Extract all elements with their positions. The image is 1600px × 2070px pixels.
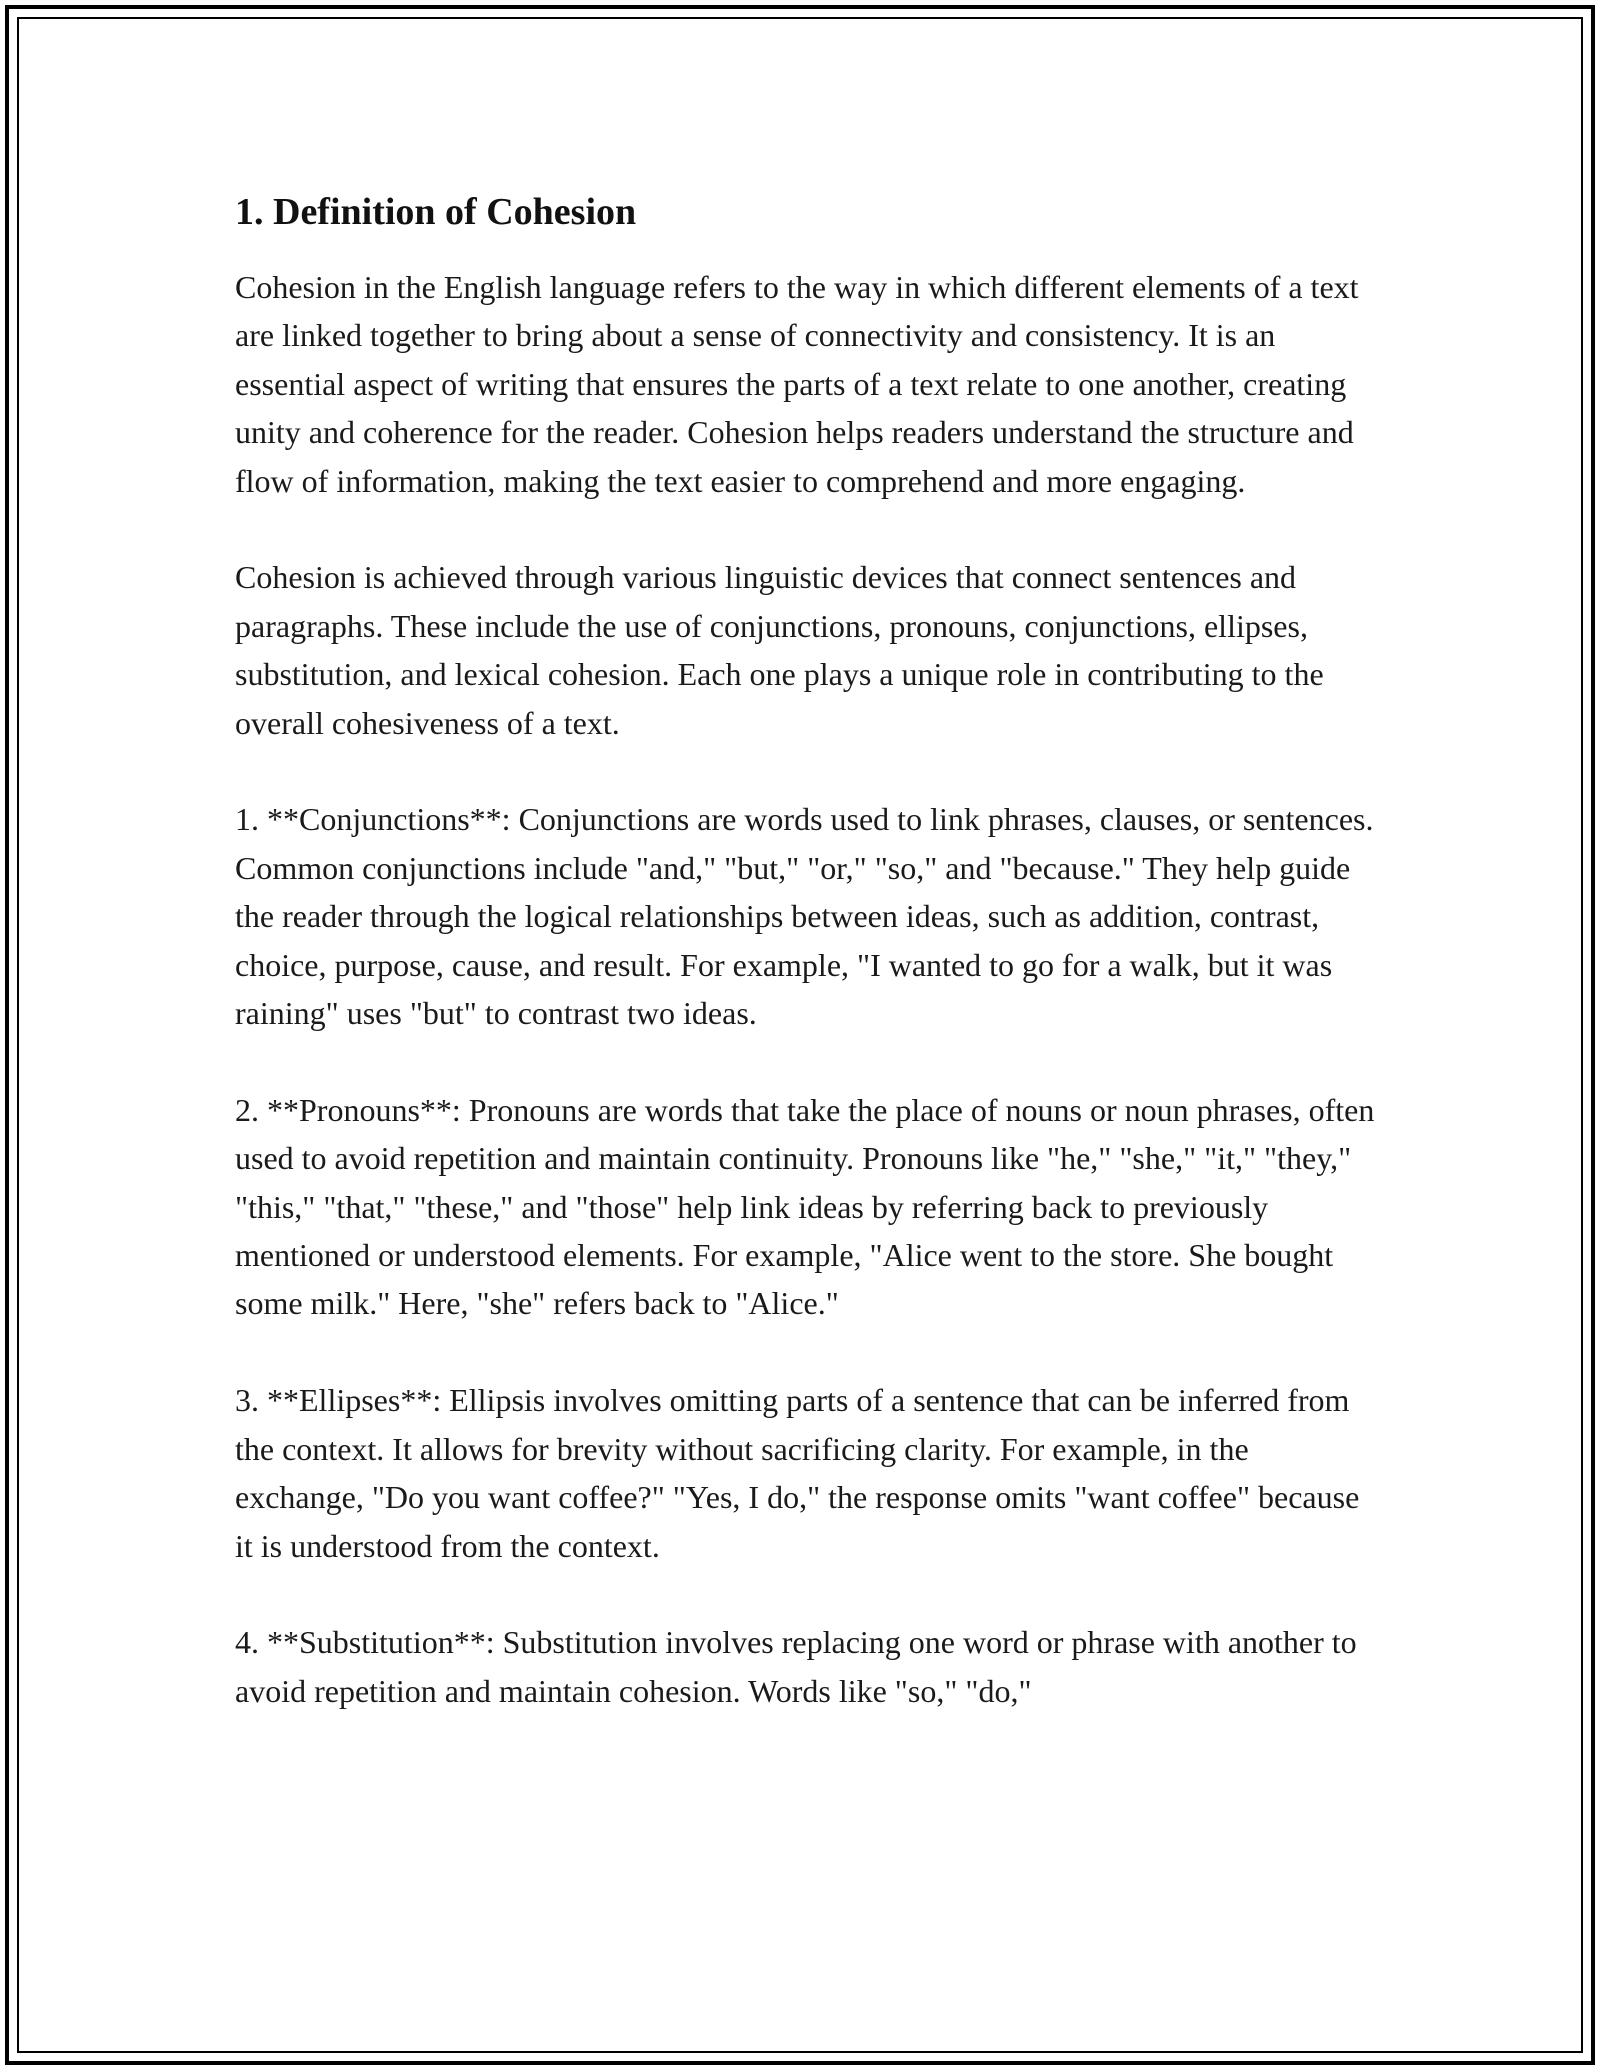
document-body [235,185,1375,1715]
paragraph-pronouns: 2. **Pronouns**: Pronouns are words that take the place of nouns or noun phrases, often used to avoid repetition and maintain continuity. Pronouns like "he," "she," "it," "they," "this," "that," "these," and "those" help link ideas by referring back to previously mentioned or understood elements. For example, "Alice went to the store. She bought some milk." Here, "she" refers back to "Alice." [235,1091,1375,1322]
paragraph-ellipses: 3. **Ellipses**: Ellipsis involves omitting parts of a sentence that can be inferred from the context. It allows for brevity without sacrificing clarity. For example, in the exchange, "Do you want coffee?" "Yes, I do," the response omits "want coffee" because it is understood from the context. [235,1382,1360,1564]
paragraph-substitution: 4. **Substitution**: Substitution involves replacing one word or phrase with another to avoid repetition and maintain cohesion. Words like "so," "do," [235,1624,1357,1709]
section-heading: 1. Definition of Cohesion [235,191,637,233]
paragraph-definition: Cohesion in the English language refers to the way in which different elements of a text are linked together to bring about a sense of connectivity and consistency. It is an essential aspect of writing that ensures the parts of a text relate to one another, creating unity and coherence for the reader. Cohesion helps readers understand the structure and flow of information, making the text easier to comprehend and more engaging. [235,269,1359,499]
paragraph-devices: Cohesion is achieved through various linguistic devices that connect sentences and paragraphs. These include the use of conjunctions, pronouns, conjunctions, ellipses, substitution, and lexical cohesion. Each one plays a unique role in contributing to the overall cohesiveness of a text. [235,559,1324,741]
paragraph-conjunctions: 1. **Conjunctions**: Conjunctions are words used to link phrases, clauses, or sentences. Common conjunctions include "and," "but," "or," "so," and "because." They help guide the reader through the logical relationships between ideas, such as addition, contrast, choice, purpose, cause, and result. For example, "I wanted to go for a walk, but it was raining" uses "but" to contrast two ideas. [235,801,1374,1032]
